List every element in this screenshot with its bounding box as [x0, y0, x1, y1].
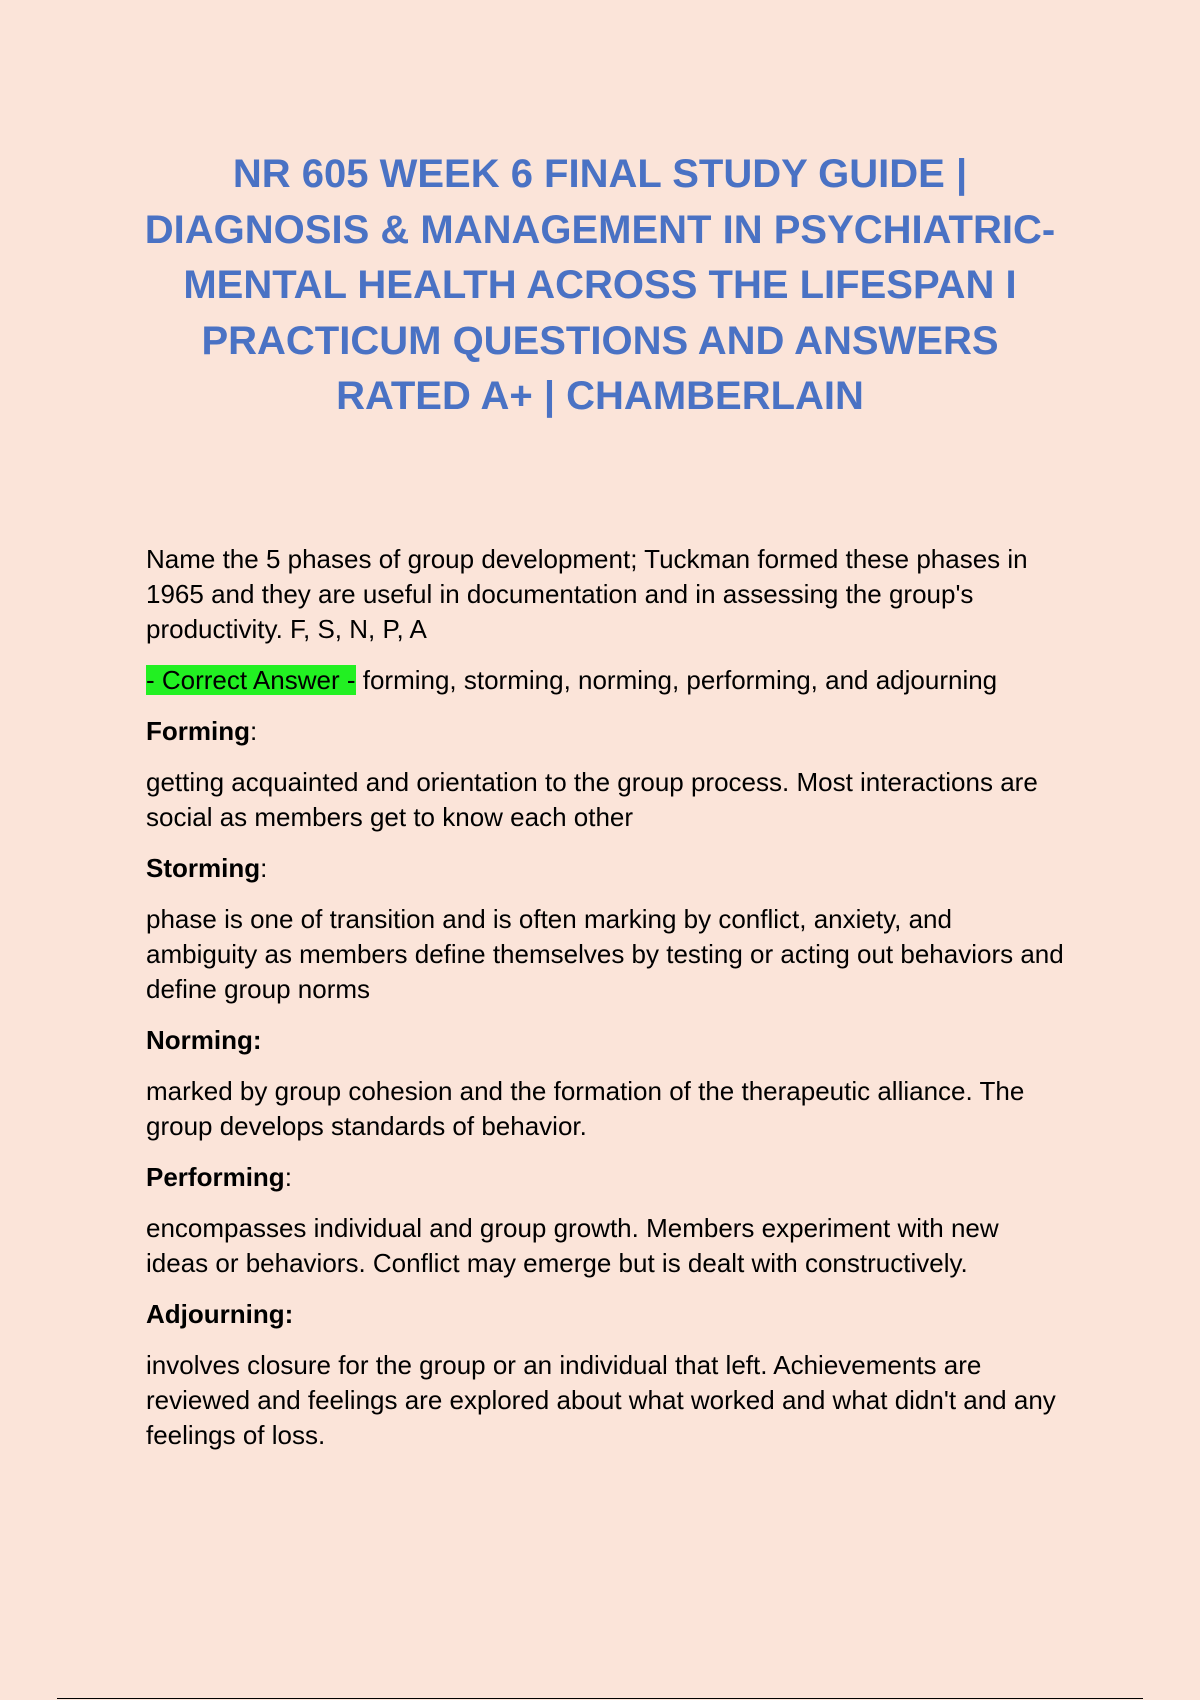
term-label: Forming: [146, 716, 250, 746]
term-description: marked by group cohesion and the formation of the therapeutic alliance. The group develops standards of behavior.: [146, 1076, 1025, 1141]
term-colon: :: [250, 716, 258, 746]
term-colon: :: [284, 1162, 292, 1192]
question-text: Name the 5 phases of group development; Tuckman formed these phases in 1965 and they are useful in documentation and in assessing the group's productivity. F, S, N, P, A: [146, 544, 1028, 644]
term-description: involves closure for the group or an individual that left. Achievements are reviewed and feelings are explored about what worked and what didn't and any feelings of loss.: [146, 1350, 1056, 1450]
answer-paragraph: [146, 663, 1066, 698]
term-label: Performing: [146, 1162, 285, 1192]
term-colon: :: [260, 853, 268, 883]
term-label: Norming:: [146, 1025, 262, 1055]
term-description: phase is one of transition and is often marking by conflict, anxiety, and ambiguity as members define themselves by testing or acting out behaviors and define group norms: [146, 904, 1064, 1004]
term-description: getting acquainted and orientation to the group process. Most interactions are social as members get to know each other: [146, 767, 1038, 832]
term-description: encompasses individual and group growth. Members experiment with new ideas or behaviors. Conflict may emerge but is dealt with constructively.: [146, 1213, 999, 1278]
term-heading: [146, 1160, 1066, 1195]
document-content: [146, 542, 1066, 1469]
term-heading: [146, 1297, 1066, 1332]
term-heading: [146, 1023, 1066, 1058]
term-heading: [146, 714, 1066, 749]
term-heading: [146, 851, 1066, 886]
document-title: NR 605 WEEK 6 FINAL STUDY GUIDE | DIAGNOSIS & MANAGEMENT IN PSYCHIATRIC-MENTAL HEALTH ACROSS THE LIFESPAN I PRACTICUM QUESTIONS AND ANSWERS RATED A+ | CHAMBERLAIN: [144, 152, 1056, 418]
term-label: Adjourning:: [146, 1299, 294, 1329]
answer-text: forming, storming, norming, performing, and adjourning: [355, 665, 998, 695]
correct-answer-label: - Correct Answer -: [146, 665, 356, 695]
footer-rule: [57, 1698, 1143, 1699]
term-label: Storming: [146, 853, 261, 883]
